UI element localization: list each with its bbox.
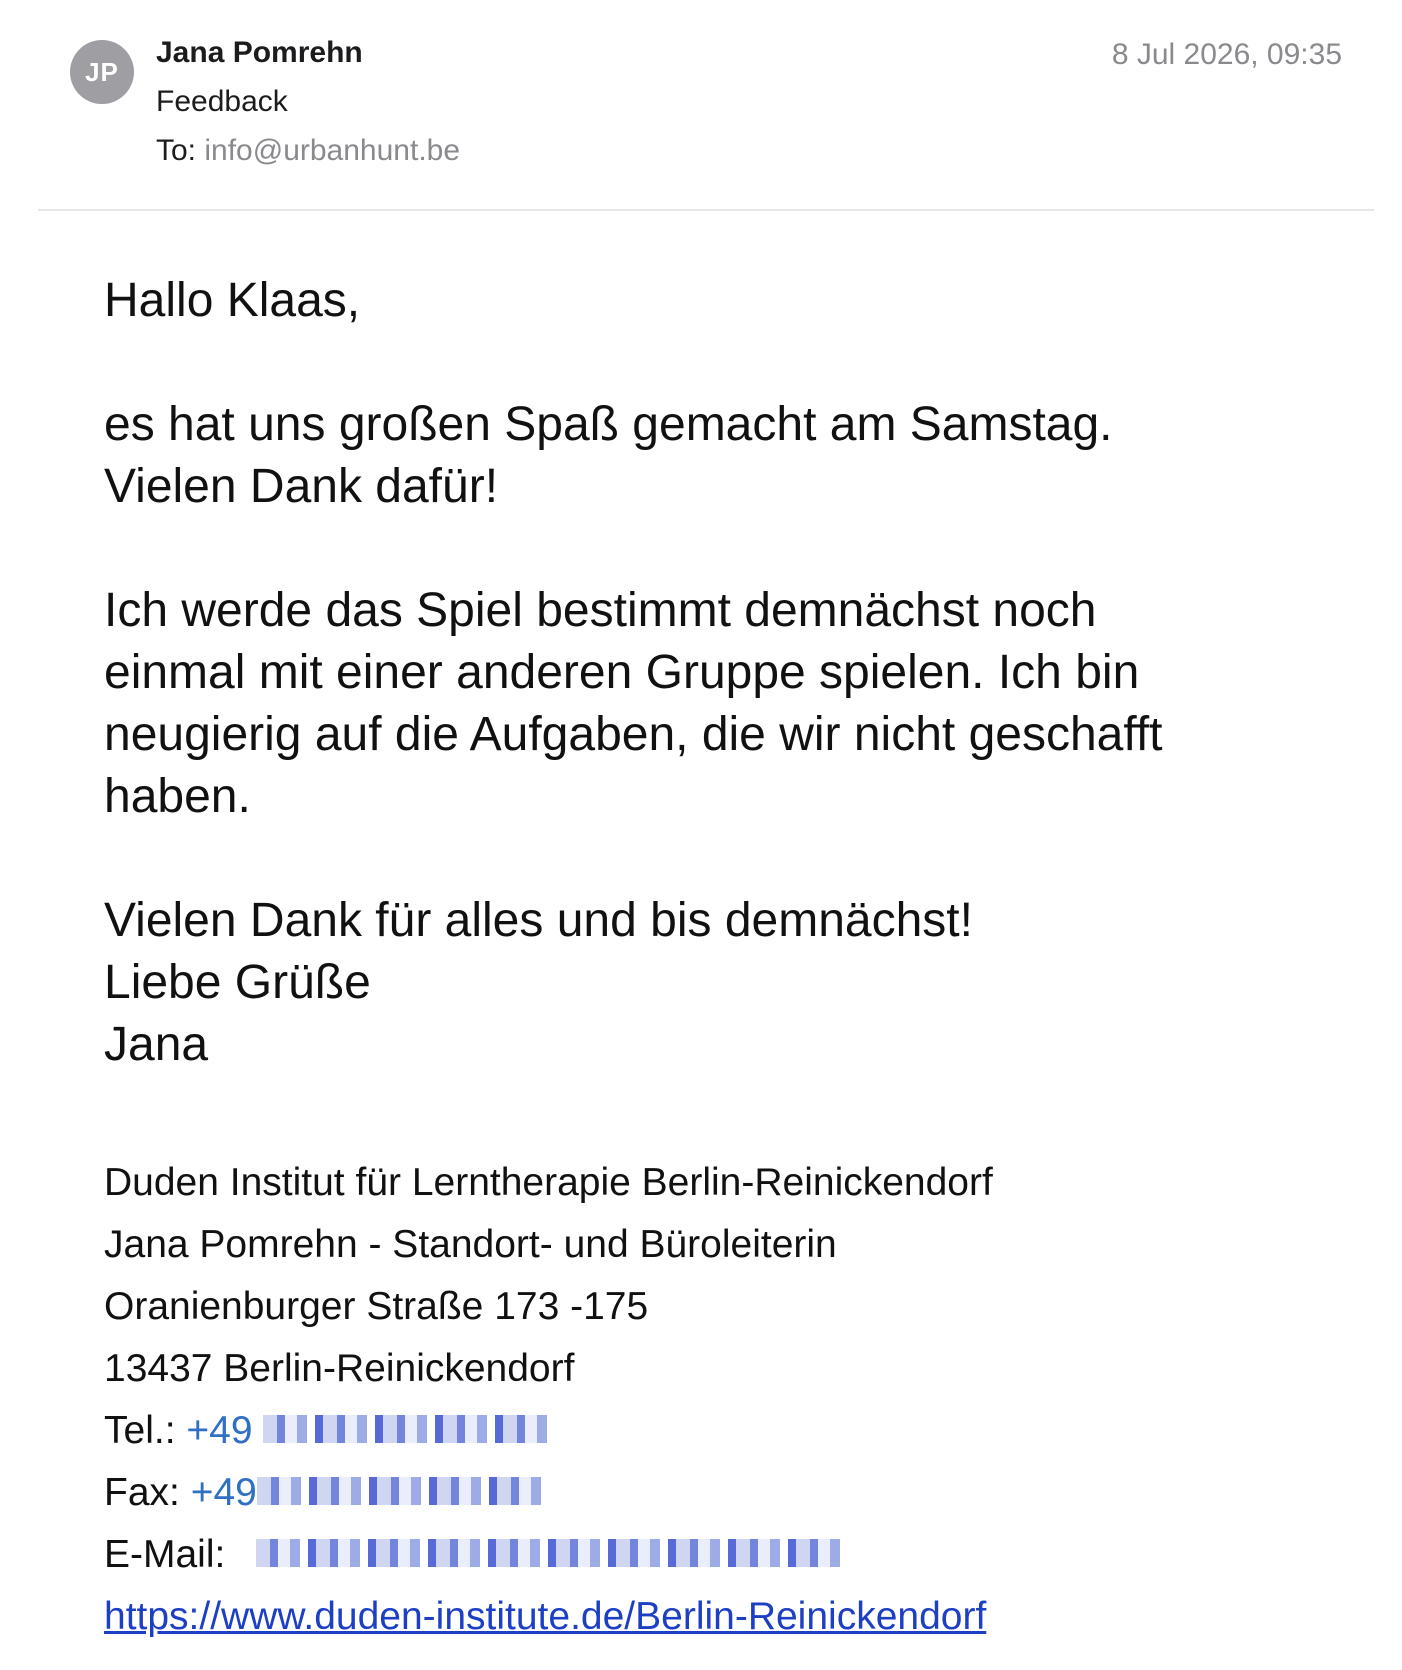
- body-paragraph: Ich werde das Spiel bestimmt demnächst noch einmal mit einer anderen Gruppe spielen. Ich bin neugierig auf die Aufgaben, die wir nicht geschafft haben.: [104, 584, 1163, 823]
- signature-fax: [104, 1462, 1354, 1524]
- signature-website: [104, 1586, 1354, 1648]
- header-divider: [38, 209, 1374, 211]
- signature-name-role: Jana Pomrehn - Standort- und Büroleiterin: [104, 1223, 837, 1266]
- redacted-fax: [257, 1477, 547, 1505]
- avatar[interactable]: JP: [70, 40, 134, 104]
- fax-link[interactable]: +49: [190, 1471, 257, 1514]
- body-paragraph: es hat uns großen Spaß gemacht am Samstag. Vielen Dank dafür!: [104, 398, 1113, 513]
- tel-label: Tel.:: [104, 1409, 176, 1452]
- signature-street: Oranienburger Straße 173 -175: [104, 1285, 649, 1328]
- signature-email: [104, 1524, 1354, 1586]
- closing-line: Vielen Dank für alles und bis demnächst!: [104, 894, 973, 947]
- signature-organization: Duden Institut für Lerntherapie Berlin-Reinickendorf: [104, 1161, 993, 1204]
- redacted-email: [256, 1539, 846, 1567]
- closing-line: Liebe Grüße: [104, 956, 371, 1009]
- email-subject: Feedback: [156, 85, 288, 118]
- website-link[interactable]: https://www.duden-institute.de/Berlin-Reinickendorf: [104, 1595, 987, 1638]
- email-label: E-Mail:: [104, 1533, 226, 1576]
- email-timestamp: 8 Jul 2026, 09:35: [1111, 38, 1342, 71]
- email-header: [0, 0, 1402, 210]
- signature-city: 13437 Berlin-Reinickendorf: [104, 1347, 575, 1390]
- tel-link[interactable]: +49: [186, 1409, 253, 1452]
- closing: [104, 890, 1354, 1076]
- email-body: [104, 270, 1354, 1076]
- email-signature: [104, 1152, 1354, 1648]
- greeting: Hallo Klaas,: [104, 274, 361, 327]
- fax-label: Fax:: [104, 1471, 180, 1514]
- to-label: To:: [156, 134, 197, 167]
- redacted-phone: [263, 1415, 553, 1443]
- recipient-address[interactable]: info@urbanhunt.be: [204, 134, 461, 167]
- recipient-line: [156, 134, 460, 168]
- signature-tel: [104, 1400, 1354, 1462]
- sender-name[interactable]: Jana Pomrehn: [156, 36, 363, 69]
- closing-signoff: Jana: [104, 1018, 209, 1071]
